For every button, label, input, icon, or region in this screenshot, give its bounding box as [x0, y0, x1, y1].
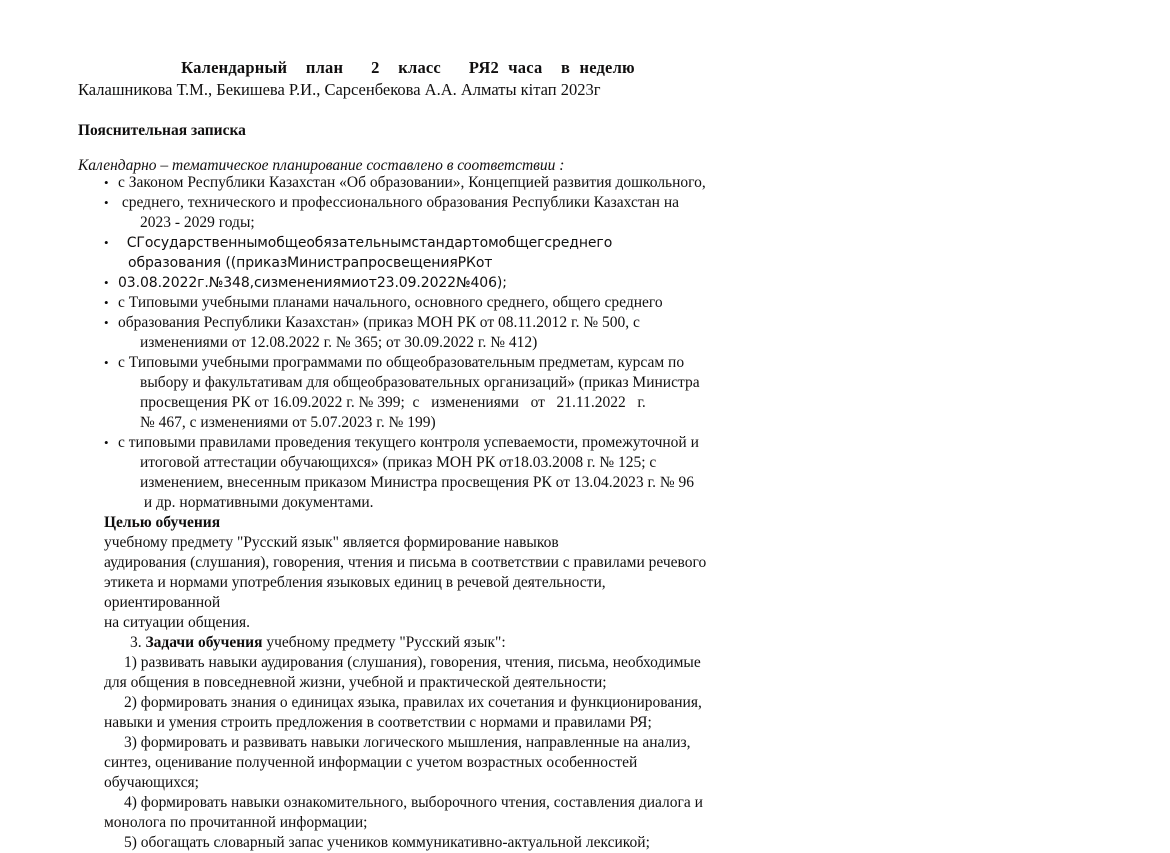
list-item-line: с Типовыми учебными планами начального, основного среднего, общего среднего [118, 294, 663, 311]
goal-line: аудирования (слушания), говорения, чтения и письма в соответствии с правилами речевого [104, 554, 707, 571]
bullet-icon: • [104, 195, 109, 210]
tasks-intro-bold: Задачи обучения [145, 634, 263, 651]
task-item-line [104, 733, 724, 753]
list-item-line: среднего, технического и профессионального образования Республики Казахстан на [118, 194, 680, 211]
list-item-line: и др. нормативными документами. [140, 494, 374, 511]
list-item-line: 03.08.2022г.№348,сизменениямиот23.09.2022№406); [118, 275, 507, 291]
task-item-line [104, 653, 724, 673]
bullet-icon: • [104, 175, 109, 190]
task-item-line: обучающихся; [104, 774, 199, 791]
task-item-label: 1) [124, 654, 141, 671]
regulations-bullet-list [104, 173, 729, 513]
bullet-icon: • [104, 235, 109, 250]
tasks-intro [104, 633, 724, 653]
list-item-line: 2023 - 2029 годы; [140, 214, 255, 231]
task-item-label: 3) [124, 734, 141, 751]
tasks-intro-rest: учебному предмету "Русский язык": [262, 634, 506, 651]
bullet-icon: • [104, 275, 109, 290]
task-item-line: синтез, оценивание полученной информации с учетом возрастных особенностей [104, 754, 638, 771]
list-item-line: СГосударственнымобщеобязательнымстандартомобщегсреднего [118, 235, 613, 251]
task-item-label: 4) [124, 794, 141, 811]
goal-and-tasks-block [104, 513, 724, 853]
goal-line: этикета и нормами употребления языковых единиц в речевой деятельности, ориентированной [104, 574, 610, 611]
goal-line: на ситуации общения. [104, 614, 251, 631]
list-item [104, 193, 729, 233]
list-item-line: изменением, внесенным приказом Министра просвещения РК от 13.04.2023 г. № 96 [140, 474, 695, 491]
task-item-line [104, 833, 724, 853]
authors-line: Калашникова Т.М., Бекишева Р.И., Сарсенбекова А.А. Алматы кітап 2023г [78, 80, 601, 99]
task-item-label: 2) [124, 694, 141, 711]
bullet-icon: • [104, 355, 109, 370]
task-item-text: формировать и развивать навыки логического мышления, направленные на анализ, [140, 734, 691, 751]
list-item [104, 313, 729, 353]
list-item-line: с типовыми правилами проведения текущего контроля успеваемости, промежуточной и [118, 434, 699, 451]
list-item-line: изменениями от 12.08.2022 г. № 365; от 30.09.2022 г. № 412) [140, 334, 538, 351]
task-item-text: формировать навыки ознакомительного, выборочного чтения, составления диалога и [140, 794, 703, 811]
task-item-line [104, 793, 724, 813]
bullet-icon: • [104, 295, 109, 310]
section-heading-explanatory-note: Пояснительная записка [78, 122, 246, 139]
task-item-text: развивать навыки аудирования (слушания), говорения, чтения, письма, необходимые [140, 654, 701, 671]
list-item-line: № 467, с изменениями от 5.07.2023 г. № 199) [140, 414, 436, 431]
list-item-line: просвещения РК от 16.09.2022 г. № 399; с изменениями от 21.11.2022 г. [140, 394, 646, 411]
task-item-label: 5) [124, 834, 141, 851]
task-item-text: обогащать словарный запас учеников коммуникативно-актуальной лексикой; [140, 834, 650, 851]
list-item-line: с Законом Республики Казахстан «Об образовании», Концепцией развития дошкольного, [118, 174, 706, 191]
list-item [104, 173, 729, 193]
list-item-line: итоговой аттестации обучающихся» (приказ МОН РК от18.03.2008 г. № 125; с [140, 454, 657, 471]
task-item-line: для общения в повседневной жизни, учебной и практической деятельности; [104, 674, 607, 691]
lead-italic-line: Календарно – тематическое планирование составлено в соответствии : [78, 157, 565, 174]
list-item-line: с Типовыми учебными программами по общеобразовательным предметам, курсам по [118, 354, 685, 371]
task-item-line: навыки и умения строить предложения в соответствии с нормами и правилами РЯ; [104, 714, 652, 731]
task-item-text: формировать знания о единицах языка, правилах их сочетания и функционирования, [140, 694, 702, 711]
tasks-intro-number: 3. [130, 634, 146, 651]
bullet-icon: • [104, 315, 109, 330]
list-item [104, 273, 729, 293]
list-item-line: образования ((приказМинистрапросвещенияРКот [128, 255, 493, 271]
goal-heading: Целью обучения [104, 514, 221, 531]
list-item [104, 293, 729, 313]
page-title: Календарный план 2 класс РЯ2 часа в неделю [181, 58, 635, 77]
task-item-line [104, 693, 724, 713]
list-item [104, 353, 729, 433]
list-item-line: выбору и факультативам для общеобразовательных организаций» (приказ Министра [140, 374, 700, 391]
list-item [104, 233, 729, 273]
list-item [104, 433, 729, 513]
list-item-line: образования Республики Казахстан» (приказ МОН РК от 08.11.2012 г. № 500, с [118, 314, 640, 331]
bullet-icon: • [104, 435, 109, 450]
goal-line: учебному предмету "Русский язык" является формирование навыков [104, 534, 559, 551]
task-item-line: монолога по прочитанной информации; [104, 814, 368, 831]
